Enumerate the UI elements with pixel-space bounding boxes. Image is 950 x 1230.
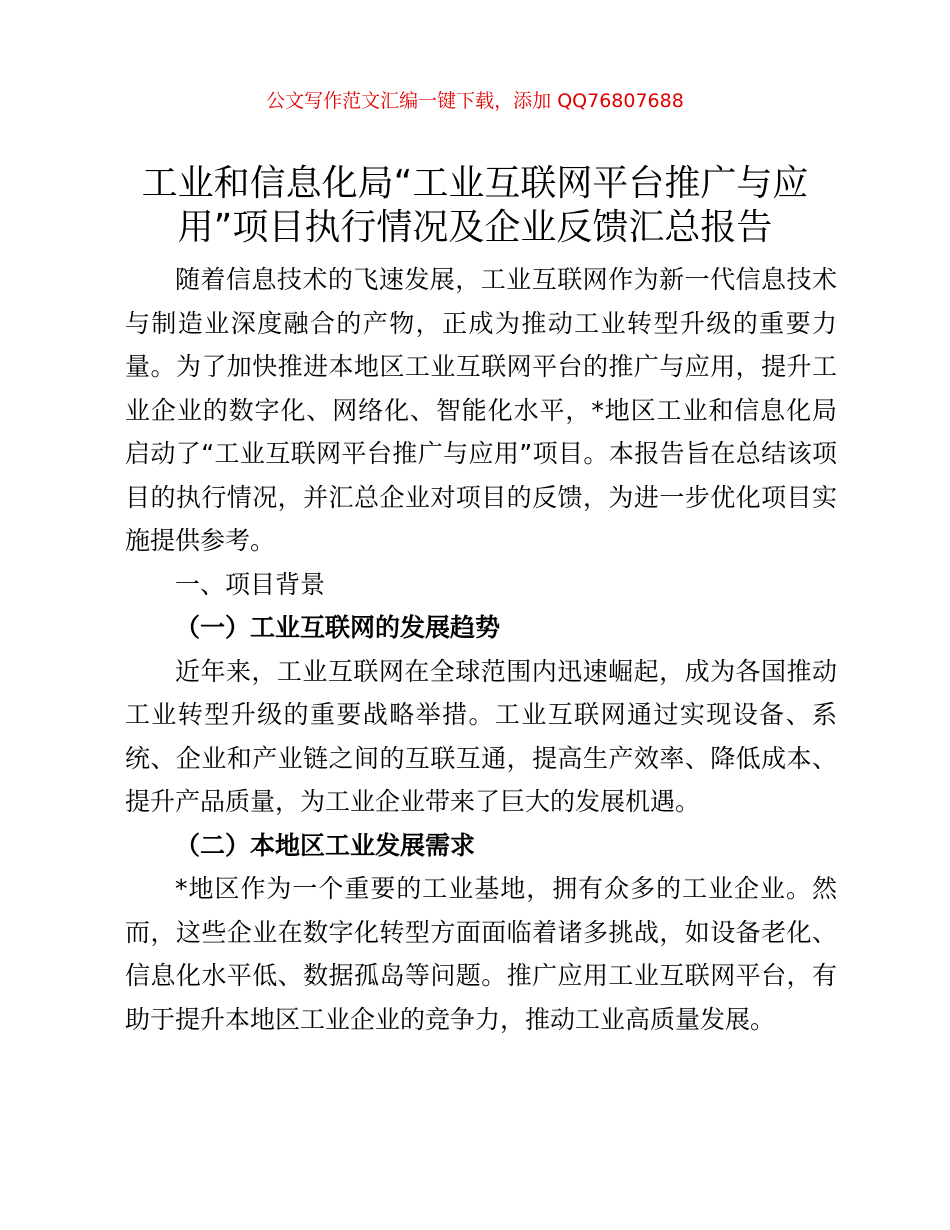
download-banner: 公文写作范文汇编一键下载，添加 QQ76807688 bbox=[266, 90, 684, 112]
subsection-heading-development-trend: （一）工业互联网的发展趋势 bbox=[175, 613, 501, 642]
intro-paragraph: 随着信息技术的飞速发展，工业互联网作为新一代信息技术与制造业深度融合的产物，正成为推动工业转型升级的重要力量。为了加快推进本地区工业互联网平台的推广与应用，提升工业企业的数字化、网络化、智能化水平，*地区工业和信息化局启动了“工业互联网平台推广与应用”项目。本报告旨在总结该项目的执行情况，并汇总企业对项目的反馈，为进一步优化项目实施提供参考。 bbox=[125, 265, 837, 555]
document-title-line-1: 工业和信息化局“工业互联网平台推广与应 bbox=[141, 163, 809, 204]
document-title bbox=[100, 162, 850, 250]
development-trend-paragraph: 近年来，工业互联网在全球范围内迅速崛起，成为各国推动工业转型升级的重要战略举措。工业互联网通过实现设备、系统、企业和产业链之间的互联互通，提高生产效率、降低成本、提升产品质量，为工业企业带来了巨大的发展机遇。 bbox=[125, 656, 837, 816]
section-heading-project-background: 一、项目背景 bbox=[175, 569, 326, 599]
document-body bbox=[125, 258, 837, 1041]
subsection-heading-local-demand: （二）本地区工业发展需求 bbox=[175, 830, 476, 860]
local-demand-paragraph: *地区作为一个重要的工业基地，拥有众多的工业企业。然而，这些企业在数字化转型方面面临着诸多挑战，如设备老化、信息化水平低、数据孤岛等问题。推广应用工业互联网平台，有助于提升本地区工业企业的竞争力，推动工业高质量发展。 bbox=[125, 874, 837, 1034]
document-title-line-2: 用”项目执行情况及企业反馈汇总报告 bbox=[177, 207, 773, 248]
